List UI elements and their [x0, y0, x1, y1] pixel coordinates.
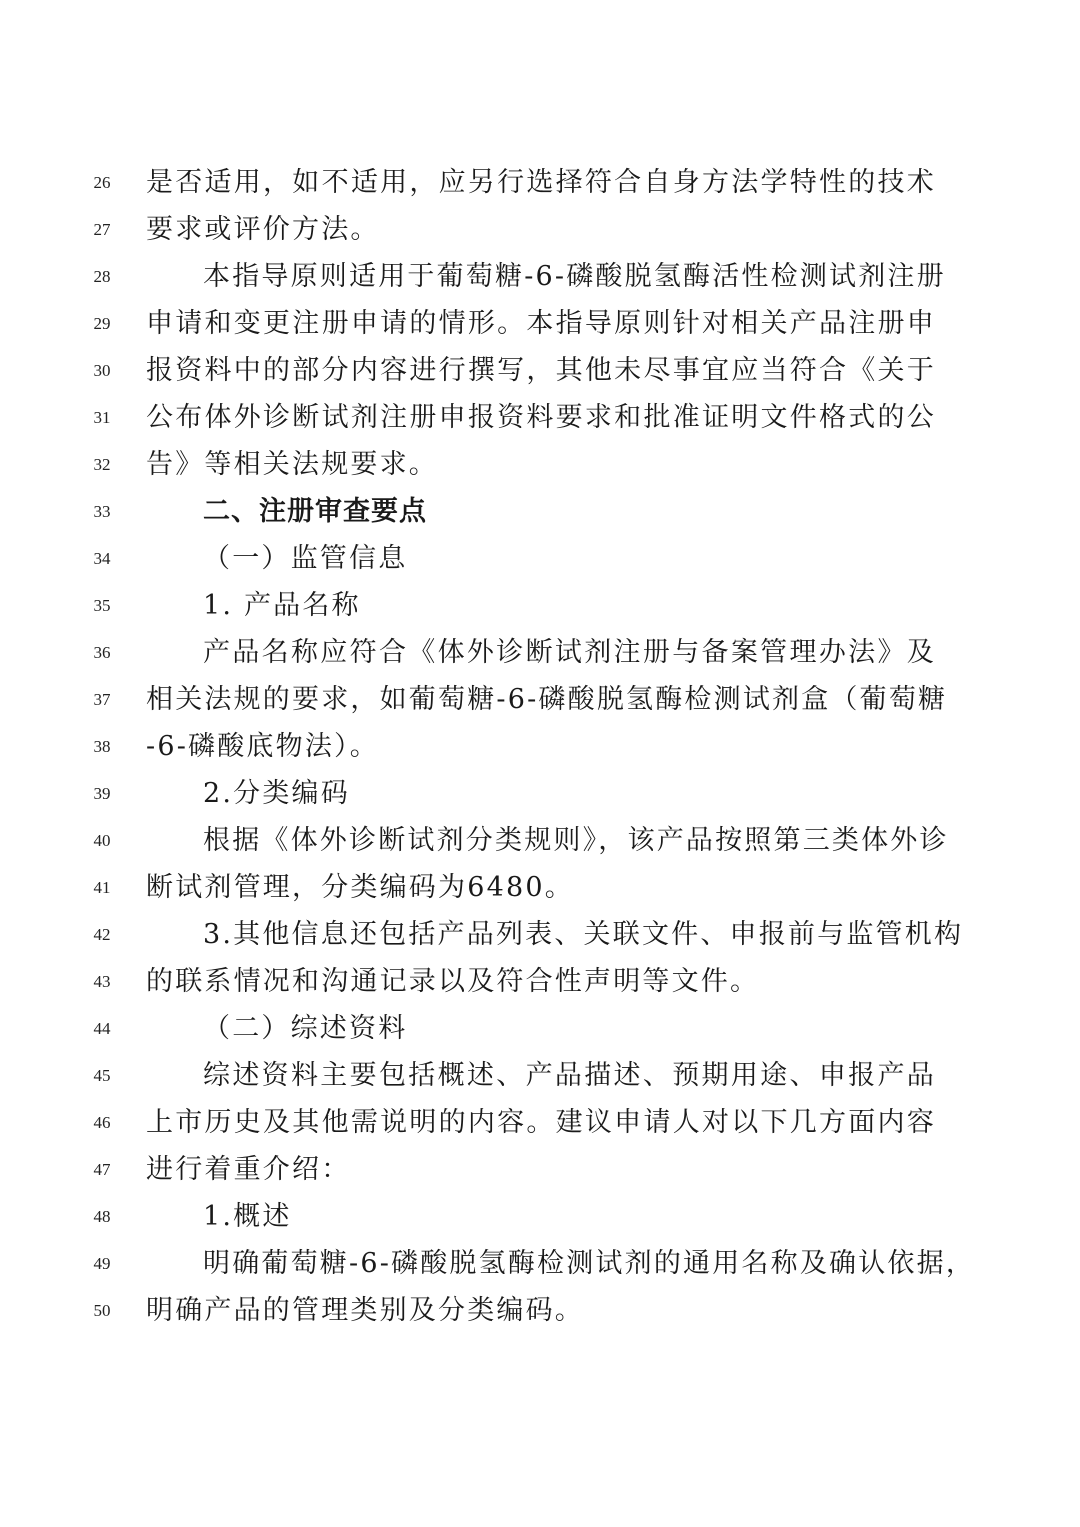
- line-number: 28: [93, 267, 111, 286]
- document-line: [0, 1099, 1080, 1146]
- line-number: 43: [93, 972, 111, 991]
- line-text: 上市历史及其他需说明的内容。建议申请人对以下几方面内容: [146, 1107, 936, 1138]
- document-line: [0, 1052, 1080, 1099]
- line-text: 1. 产品名称: [203, 590, 361, 621]
- line-number: 42: [93, 925, 111, 944]
- line-text: 公布体外诊断试剂注册申报资料要求和批准证明文件格式的公: [146, 402, 936, 433]
- line-text: 1.概述: [203, 1201, 292, 1232]
- line-number: 26: [93, 173, 111, 192]
- document-line: [0, 441, 1080, 488]
- line-number: 32: [93, 455, 111, 474]
- document-line: [0, 582, 1080, 629]
- subsection-heading: （二）综述资料: [203, 1013, 408, 1044]
- document-line: [0, 347, 1080, 394]
- line-number: 40: [93, 831, 111, 850]
- line-number: 35: [93, 596, 111, 615]
- line-text: 是否适用，如不适用，应另行选择符合自身方法学特性的技术: [146, 167, 936, 198]
- line-number: 50: [93, 1301, 111, 1320]
- document-line: [0, 1287, 1080, 1334]
- line-number: 33: [93, 502, 111, 521]
- line-number: 30: [93, 361, 111, 380]
- document-line: [0, 676, 1080, 723]
- line-text: 明确葡萄糖-6-磷酸脱氢酶检测试剂的通用名称及确认依据，: [203, 1248, 976, 1279]
- section-heading: 二、注册审查要点: [203, 496, 427, 527]
- line-text: 的联系情况和沟通记录以及符合性声明等文件。: [146, 966, 760, 997]
- document-line: [0, 1193, 1080, 1240]
- document-line: [0, 206, 1080, 253]
- line-text: 告》等相关法规要求。: [146, 449, 438, 480]
- line-number: 41: [93, 878, 111, 897]
- line-number: 47: [93, 1160, 111, 1179]
- line-text: 进行着重介绍：: [146, 1154, 351, 1185]
- document-line: [0, 253, 1080, 300]
- subsection-heading: （一）监管信息: [203, 543, 408, 574]
- line-text: 2.分类编码: [203, 778, 350, 809]
- line-number: 45: [93, 1066, 111, 1085]
- document-line: [0, 817, 1080, 864]
- document-line: [0, 1146, 1080, 1193]
- document-line: [0, 1005, 1080, 1052]
- document-line: [0, 1240, 1080, 1287]
- line-number: 44: [93, 1019, 111, 1038]
- line-number: 46: [93, 1113, 111, 1132]
- document-line: [0, 394, 1080, 441]
- line-number: 29: [93, 314, 111, 333]
- line-number: 37: [93, 690, 111, 709]
- line-number: 38: [93, 737, 111, 756]
- document-line: [0, 911, 1080, 958]
- line-number: 27: [93, 220, 111, 239]
- document-line: [0, 535, 1080, 582]
- line-number: 34: [93, 549, 111, 568]
- document-line: [0, 159, 1080, 206]
- document-line: [0, 770, 1080, 817]
- document-line: [0, 300, 1080, 347]
- document-line: [0, 864, 1080, 911]
- line-number: 31: [93, 408, 111, 427]
- line-number: 39: [93, 784, 111, 803]
- line-text: 相关法规的要求，如葡萄糖-6-磷酸脱氢酶检测试剂盒（葡萄糖: [146, 684, 948, 715]
- line-text: 产品名称应符合《体外诊断试剂注册与备案管理办法》及: [203, 637, 936, 668]
- line-text: -6-磷酸底物法）。: [146, 731, 379, 762]
- line-text: 综述资料主要包括概述、产品描述、预期用途、申报产品: [203, 1060, 936, 1091]
- line-text: 明确产品的管理类别及分类编码。: [146, 1295, 584, 1326]
- document-line: [0, 723, 1080, 770]
- line-text: 3.其他信息还包括产品列表、关联文件、申报前与监管机构: [203, 919, 964, 950]
- line-text: 要求或评价方法。: [146, 214, 380, 245]
- document-line: [0, 958, 1080, 1005]
- document-line: [0, 488, 1080, 535]
- line-number: 36: [93, 643, 111, 662]
- line-text: 断试剂管理，分类编码为6480。: [146, 872, 574, 903]
- line-number: 49: [93, 1254, 111, 1273]
- line-text: 报资料中的部分内容进行撰写，其他未尽事宜应当符合《关于: [146, 355, 936, 386]
- line-text: 本指导原则适用于葡萄糖-6-磷酸脱氢酶活性检测试剂注册: [203, 261, 946, 292]
- document-line: [0, 629, 1080, 676]
- line-text: 申请和变更注册申请的情形。本指导原则针对相关产品注册申: [146, 308, 936, 339]
- line-number: 48: [93, 1207, 111, 1226]
- line-text: 根据《体外诊断试剂分类规则》，该产品按照第三类体外诊: [203, 825, 949, 856]
